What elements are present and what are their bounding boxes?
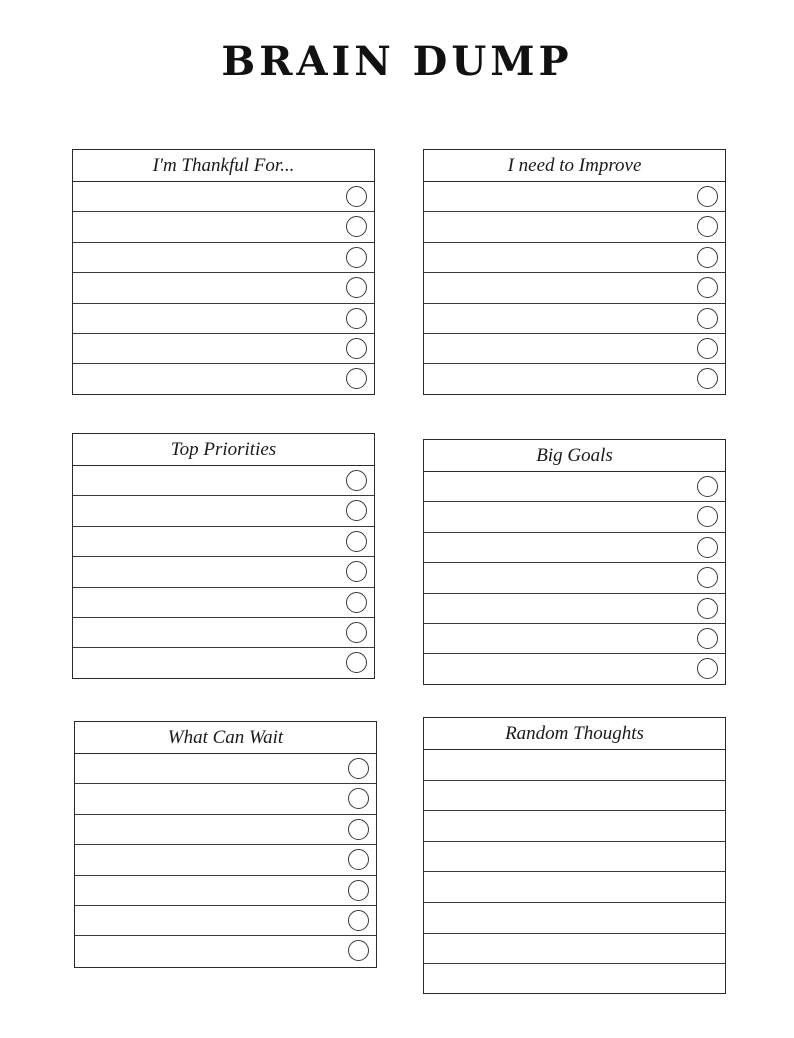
section-title: Top Priorities	[73, 434, 374, 466]
circle-checkbox-icon[interactable]	[346, 368, 367, 389]
circle-checkbox-icon[interactable]	[346, 470, 367, 491]
writing-line[interactable]	[424, 334, 725, 364]
circle-checkbox-icon[interactable]	[346, 216, 367, 237]
section-title: I need to Improve	[424, 150, 725, 182]
section-random	[423, 717, 726, 994]
section-goals	[423, 439, 726, 685]
circle-checkbox-icon[interactable]	[346, 531, 367, 552]
circle-checkbox-icon[interactable]	[697, 506, 718, 527]
writing-line[interactable]	[424, 842, 725, 873]
circle-checkbox-icon[interactable]	[697, 537, 718, 558]
writing-line[interactable]	[424, 533, 725, 563]
section-rows	[73, 182, 374, 395]
circle-checkbox-icon[interactable]	[697, 277, 718, 298]
writing-line[interactable]	[73, 527, 374, 557]
writing-line[interactable]	[73, 212, 374, 242]
circle-checkbox-icon[interactable]	[697, 628, 718, 649]
section-title: Big Goals	[424, 440, 725, 472]
circle-checkbox-icon[interactable]	[346, 247, 367, 268]
writing-line[interactable]	[424, 934, 725, 965]
writing-line[interactable]	[424, 654, 725, 684]
writing-line[interactable]	[73, 648, 374, 678]
section-rows	[75, 754, 376, 967]
circle-checkbox-icon[interactable]	[346, 652, 367, 673]
writing-line[interactable]	[75, 815, 376, 845]
writing-line[interactable]	[75, 754, 376, 784]
writing-line[interactable]	[75, 936, 376, 966]
circle-checkbox-icon[interactable]	[348, 880, 369, 901]
writing-line[interactable]	[73, 334, 374, 364]
writing-line[interactable]	[424, 750, 725, 781]
writing-line[interactable]	[424, 903, 725, 934]
circle-checkbox-icon[interactable]	[348, 940, 369, 961]
section-improve	[423, 149, 726, 395]
writing-line[interactable]	[424, 273, 725, 303]
section-wait	[74, 721, 377, 968]
section-rows	[424, 750, 725, 995]
circle-checkbox-icon[interactable]	[348, 758, 369, 779]
circle-checkbox-icon[interactable]	[697, 368, 718, 389]
writing-line[interactable]	[73, 496, 374, 526]
writing-line[interactable]	[75, 876, 376, 906]
writing-line[interactable]	[424, 624, 725, 654]
writing-line[interactable]	[75, 906, 376, 936]
circle-checkbox-icon[interactable]	[346, 500, 367, 521]
writing-line[interactable]	[424, 563, 725, 593]
circle-checkbox-icon[interactable]	[346, 277, 367, 298]
circle-checkbox-icon[interactable]	[346, 186, 367, 207]
writing-line[interactable]	[73, 243, 374, 273]
circle-checkbox-icon[interactable]	[346, 592, 367, 613]
writing-line[interactable]	[73, 273, 374, 303]
circle-checkbox-icon[interactable]	[346, 338, 367, 359]
circle-checkbox-icon[interactable]	[697, 658, 718, 679]
writing-line[interactable]	[73, 364, 374, 394]
circle-checkbox-icon[interactable]	[697, 338, 718, 359]
circle-checkbox-icon[interactable]	[697, 216, 718, 237]
writing-line[interactable]	[424, 594, 725, 624]
writing-line[interactable]	[75, 784, 376, 814]
writing-line[interactable]	[424, 212, 725, 242]
writing-line[interactable]	[73, 618, 374, 648]
writing-line[interactable]	[73, 557, 374, 587]
circle-checkbox-icon[interactable]	[697, 308, 718, 329]
circle-checkbox-icon[interactable]	[697, 567, 718, 588]
section-rows	[424, 472, 725, 685]
circle-checkbox-icon[interactable]	[348, 819, 369, 840]
circle-checkbox-icon[interactable]	[697, 186, 718, 207]
page-title: BRAIN DUMP	[221, 38, 573, 85]
section-priorities	[72, 433, 375, 679]
writing-line[interactable]	[424, 472, 725, 502]
writing-line[interactable]	[424, 781, 725, 812]
writing-line[interactable]	[75, 845, 376, 875]
circle-checkbox-icon[interactable]	[346, 622, 367, 643]
writing-line[interactable]	[424, 872, 725, 903]
writing-line[interactable]	[424, 364, 725, 394]
section-rows	[73, 466, 374, 679]
writing-line[interactable]	[424, 182, 725, 212]
circle-checkbox-icon[interactable]	[697, 247, 718, 268]
section-title: What Can Wait	[75, 722, 376, 754]
section-rows	[424, 182, 725, 395]
circle-checkbox-icon[interactable]	[697, 598, 718, 619]
section-title: I'm Thankful For...	[73, 150, 374, 182]
writing-line[interactable]	[73, 466, 374, 496]
circle-checkbox-icon[interactable]	[348, 910, 369, 931]
circle-checkbox-icon[interactable]	[697, 476, 718, 497]
writing-line[interactable]	[73, 588, 374, 618]
writing-line[interactable]	[424, 243, 725, 273]
circle-checkbox-icon[interactable]	[346, 561, 367, 582]
writing-line[interactable]	[424, 502, 725, 532]
circle-checkbox-icon[interactable]	[348, 788, 369, 809]
circle-checkbox-icon[interactable]	[346, 308, 367, 329]
writing-line[interactable]	[424, 304, 725, 334]
writing-line[interactable]	[424, 964, 725, 995]
writing-line[interactable]	[73, 304, 374, 334]
section-title: Random Thoughts	[424, 718, 725, 750]
writing-line[interactable]	[73, 182, 374, 212]
circle-checkbox-icon[interactable]	[348, 849, 369, 870]
section-thankful	[72, 149, 375, 395]
writing-line[interactable]	[424, 811, 725, 842]
